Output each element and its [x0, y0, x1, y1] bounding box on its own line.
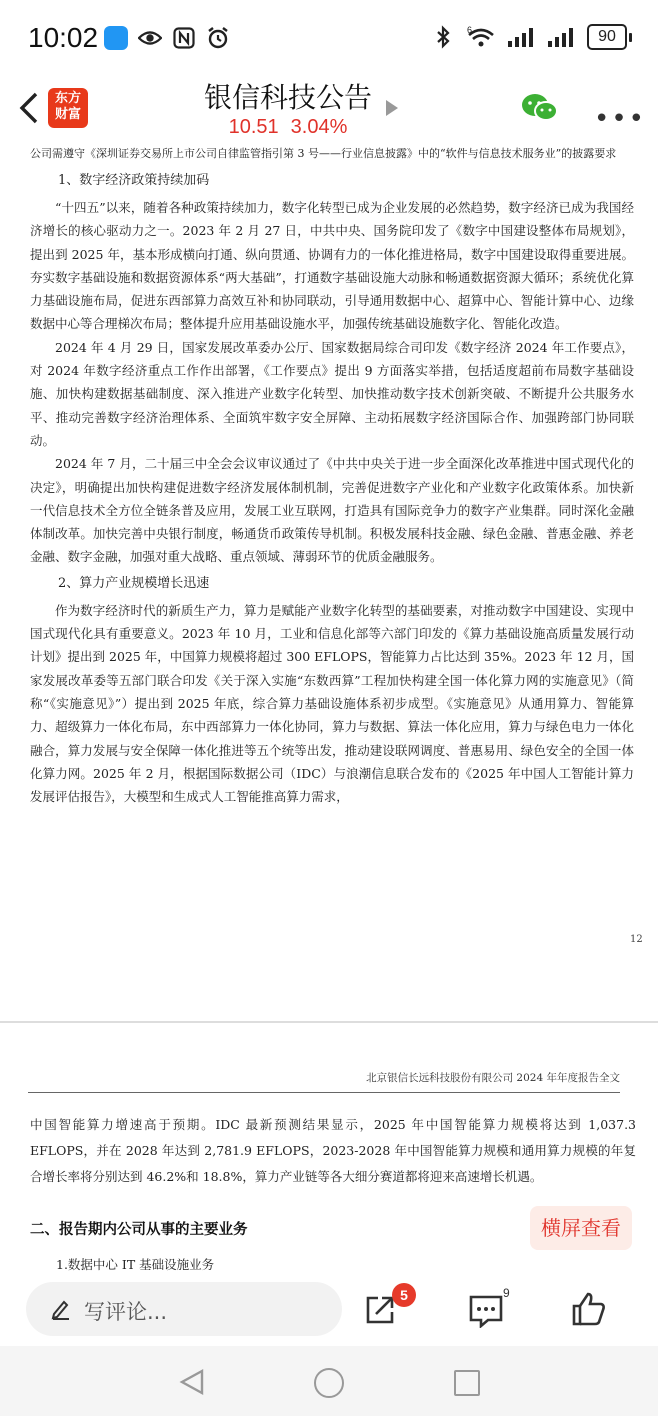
header-rule	[28, 1092, 620, 1093]
announcement-document[interactable]	[0, 144, 658, 1280]
bottom-action-bar	[0, 1280, 658, 1346]
section-heading: 1、数字经济政策持续加码	[58, 173, 210, 188]
play-icon[interactable]	[386, 100, 398, 116]
paragraph: 作为数字经济时代的新质生产力，算力是赋能产业数字化转型的基础要素，对推动数字中国建设、实现中国式现代化具有重要意义。2023 年 10 月，工业和信息化部等六部门印发的《算力基础设施高质量发展行动计划》提出到 2025 年，中国算力规模将超过 300 EFLOPS，智能算力占比达到 35%。2023 年 12 月，国家发展改革委等五部门联合印发《关于深入实施“东数西算”工程加快构建全国一体化算力网的实施意见》（简称“《实施意见》”）提出到 2025 年底，综合算力基础设施体系初步成型。《实施意见》从通用算力、智能算力、超级算力一体化布局，东中西部算力一体化协同，算力与数据、算法一体化应用，算力与绿色电力一体化融合，算力发展与安全保障一体化推进等五个统等出发，推动建设联网调度、普惠易用、绿色安全的全国一体化算力网。2025 年 2 月，根据国际数据公司（IDC）与浪潮信息联合发布的《2025 年中国人工智能计算力发展评估报告》，大模型和生成式人工智能推高算力需求，	[30, 602, 634, 805]
nfc-icon	[172, 26, 196, 50]
signal-icon	[507, 25, 537, 49]
paragraph: 中国智能算力增速高于预期。IDC 最新预测结果显示，2025 年中国智能算力规模将达到 1,037.3 EFLOPS，并在 2028 年达到 2,781.9 EFLOPS，2023-2028 年中国智能算力规模和通用算力规模的年复合增长率将分别达到 46.2%和 18.8%，算力产业链等各大细分赛道都将迎来高速增长机遇。	[30, 1117, 636, 1184]
comment-input[interactable]	[26, 1282, 342, 1336]
section-heading: 二、报告期内公司从事的主要业务	[30, 1221, 248, 1238]
app-notification-icon	[104, 26, 128, 50]
share-badge: 5	[392, 1283, 416, 1307]
paragraph: 2024 年 4 月 29 日，国家发展改革委办公厅、国家数据局综合司印发《数字经济 2024 年工作要点》，对 2024 年数字经济重点工作作出部署，《工作要点》提出 9 方面落实举措，包括适度超前布局数字基础设施、加快构建数据基础制度、深入推进产业数字化转型、加快推动数字技术创新突破、不断提升公共服务水平、推动完善数字经济治理体系、全面筑牢数字安全屏障、主动拓展数字经济国际合作、加强跨部门协同联动。	[30, 339, 634, 448]
thumbs-up-icon[interactable]	[570, 1290, 608, 1328]
wechat-share-icon[interactable]	[520, 92, 560, 124]
bluetooth-icon	[431, 25, 455, 49]
clock: 10:02	[28, 22, 99, 53]
paragraph: “十四五”以来，随着各种政策持续加力，数字化转型已成为企业发展的必然趋势，数字经济已成为我国经济增长的核心驱动力之一。2023 年 2 月 27 日，中共中央、国务院印发了《数字中国建设整体布局规划》，提出到 2025 年，基本形成横向打通、纵向贯通、协调有力的一体化推进格局，数字中国建设取得重要进展。夯实数字基础设施和数据资源体系“两大基础”，打通数字基础设施大动脉和畅通数据资源大循环；系统优化算力基础设施布局，促进东西部算力高效互补和协同联动，引导通用数据中心、超算中心、智能计算中心、边缘数据中心等合理梯次布局；整体提升应用基础设施水平，加强传统基础设施数字化、智能化改造。	[30, 200, 634, 332]
eye-icon	[138, 26, 162, 50]
page-number: 12	[630, 934, 643, 945]
logo-text: 财富	[54, 107, 81, 122]
logo-text: 东方	[54, 91, 81, 106]
status-left-icons	[104, 26, 230, 50]
app-header	[0, 78, 658, 144]
comment-placeholder: 写评论...	[84, 1300, 168, 1324]
nav-home-icon[interactable]	[314, 1368, 344, 1398]
subsection-heading: 1.数据中心 IT 基础设施业务	[56, 1257, 215, 1272]
alarm-icon	[206, 26, 230, 50]
status-bar	[0, 0, 658, 78]
signal-label: 6	[467, 25, 473, 35]
nav-back-icon[interactable]	[178, 1368, 206, 1396]
wifi-icon	[465, 25, 497, 49]
pen-icon	[50, 1298, 72, 1320]
stock-price: 10.51	[228, 116, 279, 138]
document-page	[30, 144, 634, 808]
comments-icon[interactable]	[468, 1294, 504, 1328]
status-right-icons	[431, 24, 632, 50]
section-heading: 2、算力产业规模增长迅速	[58, 575, 210, 591]
nav-recent-apps-icon[interactable]	[454, 1370, 480, 1396]
signal-icon	[547, 25, 577, 49]
system-nav-bar	[0, 1346, 658, 1416]
stock-quote[interactable]	[0, 116, 576, 139]
battery-level: 90	[587, 24, 627, 50]
stock-change: 3.04%	[290, 116, 348, 138]
battery-icon	[587, 24, 632, 50]
page-header: 北京银信长远科技股份有限公司 2024 年年度报告全文	[366, 1072, 620, 1084]
comment-count: 9	[503, 1286, 510, 1300]
landscape-view-button[interactable]: 横屏查看	[530, 1206, 632, 1250]
more-icon[interactable]: •••	[594, 104, 647, 134]
page-title: 银信科技公告	[203, 81, 372, 114]
paragraph: 2024 年 7 月，二十届三中全会会议审议通过了《中共中央关于进一步全面深化改革推进中国式现代化的决定》，明确提出加快构建促进数字经济发展体制机制，完善促进数字产业化和产业数字化政策体系。加快新一代信息技术全方位全链条普及应用，发展工业互联网，打造具有国际竞争力的数字产业集群。同时深化金融体制改革。加快完善中央银行制度，畅通货币政策传导机制。积极发展科技金融、绿色金融、普惠金融、养老金融、数字金融，加强对重大战略、重点领域、薄弱环节的优质金融服务。	[30, 456, 634, 565]
lead-text: 公司需遵守《深圳证券交易所上市公司自律监管指引第 3 号——行业信息披露》中的“软件与信息技术服务业”的披露要求	[30, 147, 617, 160]
page-divider	[0, 1021, 658, 1023]
